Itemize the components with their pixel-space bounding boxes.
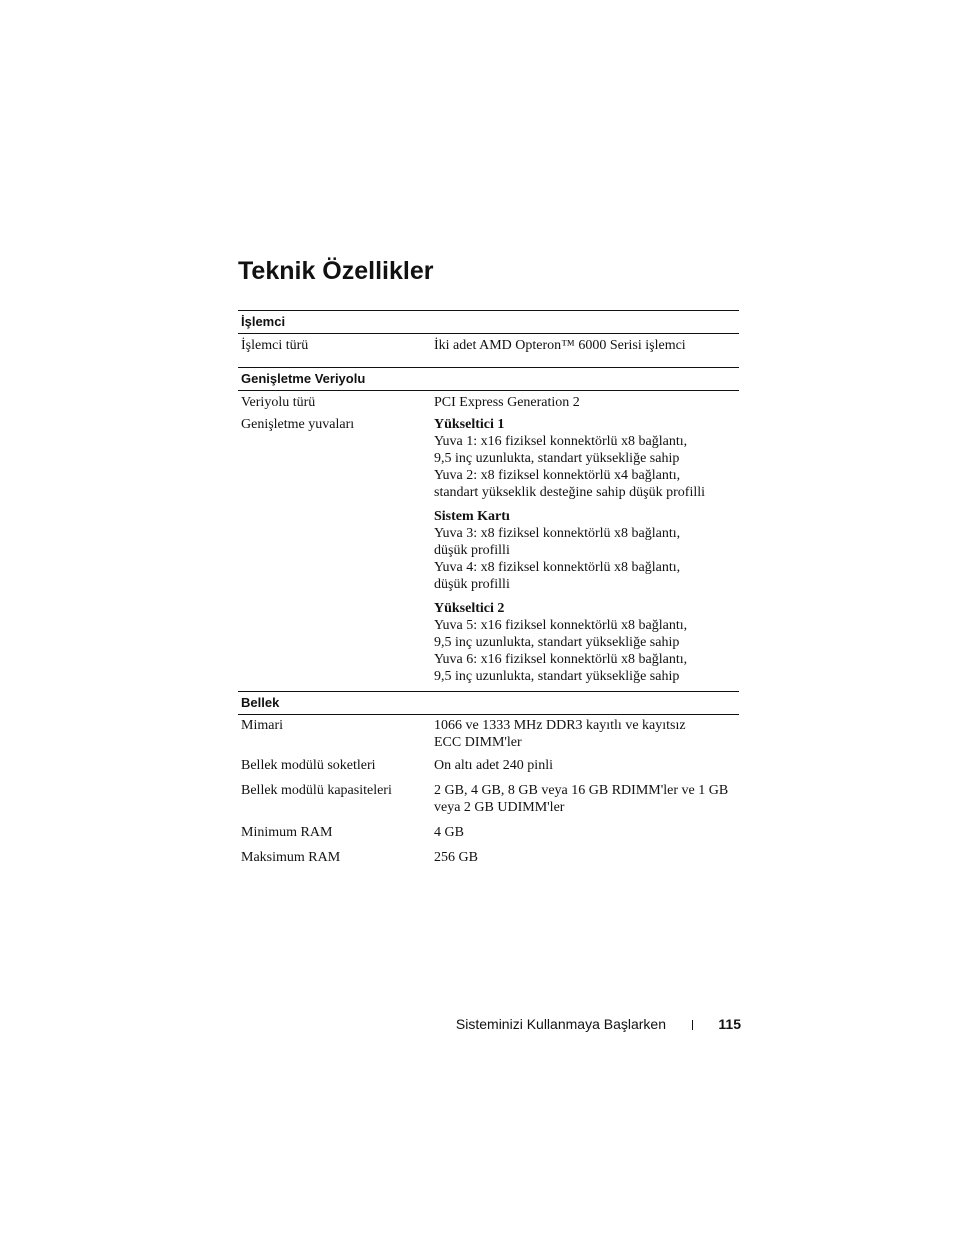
slot-group-title: Sistem Kartı [434,509,510,524]
spec-value-line: veya 2 GB UDIMM'ler [434,800,565,815]
slot-group-title: Yükseltici 2 [434,601,505,616]
spec-value [434,717,739,757]
spec-value-line: 1066 ve 1333 MHz DDR3 kayıtlı ve kayıtsız [434,718,686,733]
slot-line: Yuva 5: x16 fiziksel konnektörlü x8 bağlantı, [434,618,688,633]
slot-group-system-board [434,508,739,593]
slot-line: Yuva 4: x8 fiziksel konnektörlü x8 bağlantı, [434,560,681,575]
section-heading-processor: İşlemci [238,310,739,334]
spec-row-minimum-ram [238,824,739,849]
spec-row-architecture [238,715,739,757]
spec-label: Bellek modülü soketleri [241,758,376,773]
spec-row-memory-sockets [238,757,739,782]
spec-label: Minimum RAM [241,825,333,840]
slot-line: Yuva 3: x8 fiziksel konnektörlü x8 bağlantı, [434,526,681,541]
spec-row-bus-type [238,391,739,416]
section-heading-memory: Bellek [238,691,739,715]
spec-label: Maksimum RAM [241,850,341,865]
page-title: Teknik Özellikler [238,257,434,285]
page-number: 115 [718,1016,741,1032]
slot-line: 9,5 inç uzunlukta, standart yüksekliğe sahip [434,669,680,684]
slot-group-riser-2 [434,600,739,685]
spec-label: Bellek modülü kapasiteleri [241,783,392,798]
slot-line: düşük profilli [434,577,510,592]
spec-value [434,757,739,782]
slot-line: Yuva 2: x8 fiziksel konnektörlü x4 bağlantı, [434,468,681,483]
spec-value [434,849,739,874]
slot-line: Yuva 6: x16 fiziksel konnektörlü x8 bağlantı, [434,652,688,667]
slot-line: 9,5 inç uzunlukta, standart yüksekliğe sahip [434,451,680,466]
footer-separator [692,1020,693,1030]
spec-value-line: On altı adet 240 pinli [434,758,553,773]
spec-label: İşlemci türü [241,338,309,353]
slot-line: düşük profilli [434,543,510,558]
spec-label: Genişletme yuvaları [241,417,355,432]
slot-line: Yuva 1: x16 fiziksel konnektörlü x8 bağlantı, [434,434,688,449]
spec-row-memory-capacities [238,782,739,824]
spec-value-line: 256 GB [434,850,478,865]
slot-group-title: Yükseltici 1 [434,417,505,432]
spec-value [434,824,739,849]
section-heading-expansion-bus: Genişletme Veriyolu [238,367,739,391]
spec-value: PCI Express Generation 2 [434,395,580,410]
footer-section-title: Sisteminizi Kullanmaya Başlarken [455,1016,666,1032]
page-footer [0,1015,954,1035]
slot-line: standart yükseklik desteğine sahip düşük profilli [434,485,706,500]
spec-row-processor-type [238,334,739,367]
spec-row-expansion-slots [238,416,739,691]
slot-line: 9,5 inç uzunlukta, standart yüksekliğe sahip [434,635,680,650]
spec-row-maximum-ram [238,849,739,874]
spec-label: Mimari [241,718,283,733]
spec-value [434,782,739,824]
spec-label: Veriyolu türü [241,395,316,410]
spec-value-line: ECC DIMM'ler [434,735,522,750]
slot-groups [434,416,739,685]
slot-group-riser-1 [434,416,739,501]
spec-value: İki adet AMD Opteron™ 6000 Serisi işlemci [434,338,686,353]
spec-value-line: 4 GB [434,825,464,840]
spec-table [238,310,739,874]
spec-value-line: 2 GB, 4 GB, 8 GB veya 16 GB RDIMM'ler ve 1 GB [434,783,729,798]
